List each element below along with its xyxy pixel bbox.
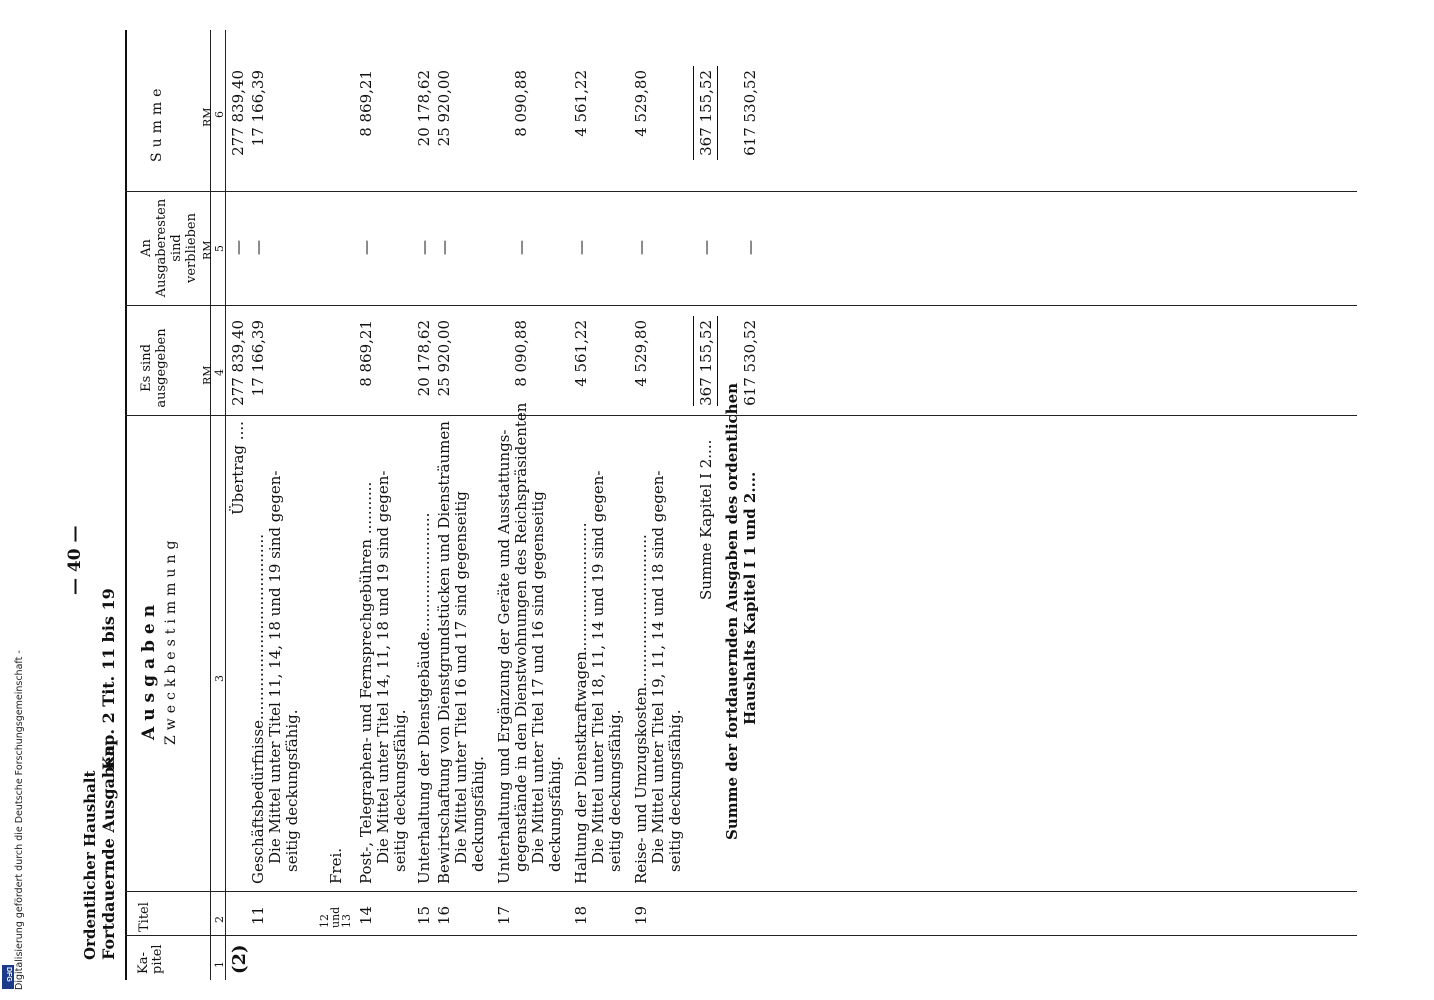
col-number-3: 3 [213,675,226,682]
uebertrag-reste: — [229,240,247,255]
row-ausgegeben: 4 529,80 [632,320,650,387]
budget-title: Ordentlicher Haushalt [81,770,99,960]
summe-kapitel-ausgegeben: 367 155,52 [697,320,715,406]
row-text: seitig deckungsfähig. [666,709,684,872]
summe-gesamt-ausgegeben: 617 530,52 [741,320,759,406]
row-text: Die Mittel unter Titel 14, 11, 18 und 19 sind gegen- [374,470,392,864]
summe-gesamt-summe: 617 530,52 [741,70,759,156]
row-titel: 14 [357,905,375,925]
page-number: — 40 — [65,525,85,595]
row-text: Die Mittel unter Titel 16 und 17 sind gegenseitig [452,491,470,864]
row-titel: 19 [632,905,650,925]
row-reste: — [249,240,267,255]
row-titel: 12 und 13 [318,906,353,928]
summe-gesamt-label-2: Haushalts Kapitel I 1 und 2.... [741,471,759,725]
top-rule [125,30,127,980]
summe-kapitel-summe: 367 155,52 [697,70,715,156]
chapter-marker: (2) [229,944,250,974]
col-rule-4 [125,305,1357,306]
row-titel: 11 [249,905,267,925]
summe-gesamt-reste: — [741,240,759,255]
row-titel: 17 [495,905,513,925]
chapter-range: Kap. 2 Tit. 11 bis 19 [99,588,118,770]
row-text: deckungsfähig. [546,756,564,872]
row-summe: 8 869,21 [357,70,375,137]
header-rule [210,30,211,980]
row-text: Bewirtschaftung von Dienstgrundstücken und Diensträumen [435,421,453,884]
section-title: Fortdauernde Ausgaben. [99,739,118,960]
row-text: Die Mittel unter Titel 11, 14, 18 und 19 sind gegen- [266,470,284,864]
row-text: Reise- und Umzugskosten................................ [632,534,650,884]
row-titel: 18 [572,905,590,925]
col-rule-1 [125,935,1357,936]
col-number-4: 4 [213,369,226,376]
col-header-summe: Summe [149,83,165,162]
row-reste: — [512,240,530,255]
col-rule-2 [125,891,1357,892]
row-ausgegeben: 4 561,22 [572,320,590,387]
row-ausgegeben: 8 090,88 [512,320,530,387]
col-header-kapitel: Ka-pitel [136,944,165,974]
row-text: Unterhaltung der Dienstgebäude......................... [415,512,433,884]
dfg-logo [2,965,14,989]
col-number-1: 1 [213,961,226,968]
row-text: Haltung der Dienstkraftwagen........................... [572,522,590,884]
unit-col-4: RM [201,365,214,385]
sum-rule-col4 [693,316,694,406]
row-titel: 15 [415,905,433,925]
col-rule-3 [125,415,1357,416]
summe-gesamt-label-1: Summe der fortdauernden Ausgaben des ordentlichen [723,382,741,840]
digitization-credit [0,600,25,1000]
uebertrag-ausgegeben: 277 839,40 [229,320,247,406]
row-titel: 16 [435,905,453,925]
row-summe: 4 529,80 [632,70,650,137]
col-header-zweckbestimmung: Zweckbestimmung [163,535,179,745]
col-number-5: 5 [213,245,226,252]
row-text: Post-, Telegraphen- und Fernsprechgebühren ........... [357,481,375,884]
row-reste: — [435,240,453,255]
row-ausgegeben: 17 166,39 [249,320,267,397]
row-reste: — [415,240,433,255]
sum-rule-col6 [693,66,694,160]
col-header-ausgaben: Ausgaben [139,598,159,740]
row-text: gegenstände in den Dienstwohnungen des Reichspräsidenten [512,402,530,872]
sum-underline-col6 [717,66,718,160]
row-summe: 17 166,39 [249,70,267,147]
row-ausgegeben: 25 920,00 [435,320,453,397]
row-summe: 25 920,00 [435,70,453,147]
row-text: Frei. [327,847,345,884]
credit-text: Digitalisierung gefördert durch die Deutsche Forschungsgemeinschaft - [14,650,25,990]
row-ausgegeben: 20 178,62 [415,320,433,397]
col-header-ausgegeben: Es sind ausgegeben [139,328,169,408]
col-header-ausgabereste: An Ausgaberesten sind verblieben [139,198,199,298]
row-text: Die Mittel unter Titel 19, 11, 14 und 18 sind gegen- [649,470,667,864]
uebertrag-summe: 277 839,40 [229,70,247,156]
row-text: Die Mittel unter Titel 18, 11, 14 und 19 sind gegen- [589,470,607,864]
row-text: Die Mittel unter Titel 17 und 16 sind gegenseitig [529,491,547,864]
col-rule-5 [125,191,1357,192]
col-number-6: 6 [213,111,226,118]
summe-kapitel-reste: — [697,240,715,255]
column-number-rule [225,30,226,980]
col-header-titel: Titel [137,902,152,932]
row-summe: 4 561,22 [572,70,590,137]
row-text: Geschäftsbedürfnisse....................................... [249,534,267,884]
row-reste: — [632,240,650,255]
sum-underline-col4 [717,316,718,406]
row-text: seitig deckungsfähig. [606,709,624,872]
row-ausgegeben: 8 869,21 [357,320,375,387]
row-summe: 8 090,88 [512,70,530,137]
unit-col-5: RM [201,240,214,260]
row-summe: 20 178,62 [415,70,433,147]
unit-col-6: RM [201,107,214,127]
row-text: seitig deckungsfähig. [283,709,301,872]
col-number-2: 2 [213,916,226,923]
uebertrag-label: Übertrag .... [229,421,247,515]
summe-kapitel-label: Summe Kapitel I 2.... [697,439,715,600]
row-text: seitig deckungsfähig. [391,709,409,872]
row-text: Unterhaltung und Ergänzung der Geräte und Ausstattungs- [495,429,513,884]
row-reste: — [357,240,375,255]
row-reste: — [572,240,590,255]
logo-text: DFG [5,967,12,982]
row-text: deckungsfähig. [469,756,487,872]
budget-table-sheet [65,30,1357,980]
